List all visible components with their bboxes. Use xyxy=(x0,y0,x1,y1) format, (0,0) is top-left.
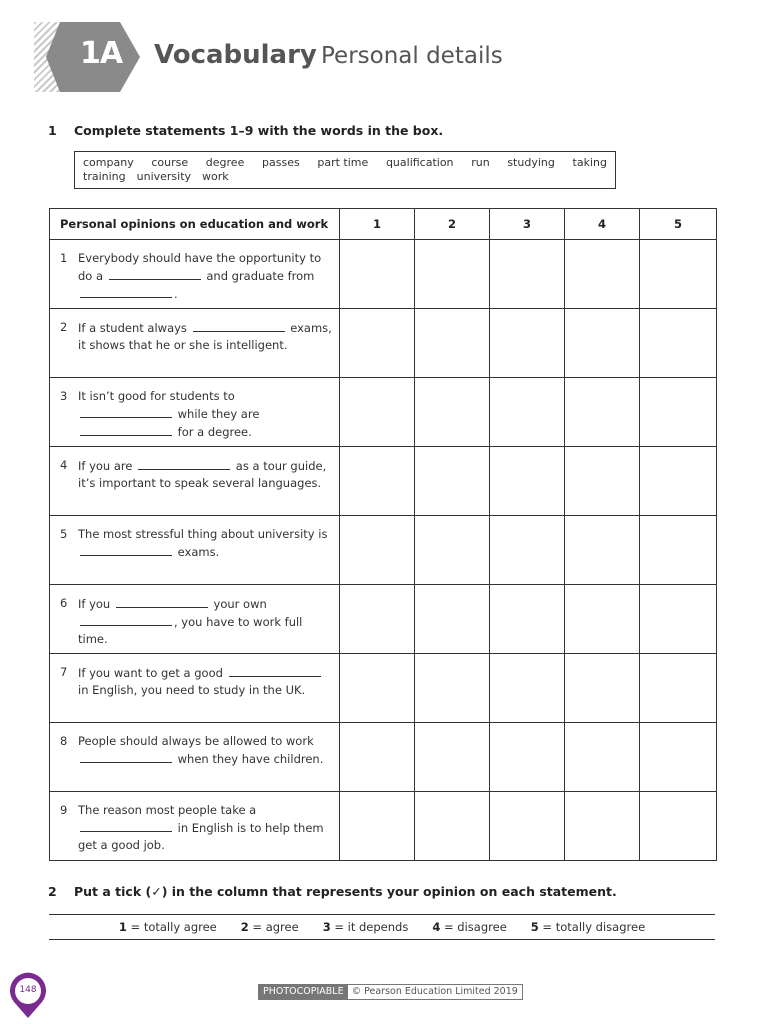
answer-blank[interactable] xyxy=(80,750,172,763)
opinion-tick-cell[interactable] xyxy=(640,309,717,378)
opinion-tick-cell[interactable] xyxy=(490,585,565,654)
statement-cell xyxy=(50,585,340,654)
answer-blank[interactable] xyxy=(80,613,172,626)
instruction-text: Complete statements 1–9 with the words in the box. xyxy=(74,123,444,138)
opinion-tick-cell[interactable] xyxy=(490,792,565,861)
opinion-tick-cell[interactable] xyxy=(565,654,640,723)
opinion-tick-cell[interactable] xyxy=(640,723,717,792)
word-box-row xyxy=(83,156,607,170)
legend-item xyxy=(119,920,217,934)
table-header-label: Personal opinions on education and work xyxy=(50,209,340,240)
opinions-table xyxy=(49,208,717,861)
opinion-tick-cell[interactable] xyxy=(640,378,717,447)
statement-number: 7 xyxy=(60,665,68,679)
section-title: Vocabulary xyxy=(154,40,317,70)
statement-cell xyxy=(50,240,340,309)
exercise-number: 1 xyxy=(48,123,57,138)
table-row xyxy=(50,240,717,309)
word-box-word: run xyxy=(471,156,490,169)
statement-fragment: People should always be allowed to work xyxy=(78,734,314,748)
statement-number: 9 xyxy=(60,803,68,817)
statement-text xyxy=(50,378,339,441)
statement-fragment: If you xyxy=(78,597,114,611)
answer-blank[interactable] xyxy=(80,819,172,832)
table-row xyxy=(50,309,717,378)
legend-item xyxy=(241,920,299,934)
statement-cell xyxy=(50,792,340,861)
column-header: 1 xyxy=(340,209,415,240)
unit-tab xyxy=(34,22,140,92)
opinion-tick-cell[interactable] xyxy=(415,792,490,861)
word-box-word: degree xyxy=(205,156,245,169)
opinion-tick-cell[interactable] xyxy=(415,378,490,447)
statement-text xyxy=(50,240,339,303)
word-box-word: university xyxy=(136,170,192,183)
statement-fragment: when they have children. xyxy=(174,752,324,766)
legend-text: = agree xyxy=(248,920,299,934)
unit-header xyxy=(34,22,734,92)
unit-code: 1A xyxy=(80,36,123,71)
section-subtitle: Personal details xyxy=(321,43,503,69)
statement-number: 8 xyxy=(60,734,68,748)
word-box-row xyxy=(83,170,607,184)
table-row xyxy=(50,447,717,516)
column-header: 2 xyxy=(415,209,490,240)
photocopiable-label: PHOTOCOPIABLE xyxy=(259,985,348,999)
page-number-badge-icon xyxy=(8,972,48,1020)
opinion-tick-cell[interactable] xyxy=(565,309,640,378)
table-row xyxy=(50,723,717,792)
legend-key: 3 xyxy=(322,920,331,934)
opinion-tick-cell[interactable] xyxy=(490,447,565,516)
opinion-tick-cell[interactable] xyxy=(415,447,490,516)
opinion-tick-cell[interactable] xyxy=(490,378,565,447)
statement-fragment: in English is to help them get a good job. xyxy=(78,821,324,852)
opinion-tick-cell[interactable] xyxy=(640,240,717,309)
answer-blank[interactable] xyxy=(80,285,172,298)
word-box-word: qualification xyxy=(385,156,454,169)
statement-text xyxy=(50,447,339,492)
opinion-tick-cell[interactable] xyxy=(490,654,565,723)
footer-credit xyxy=(258,984,523,1000)
opinion-tick-cell[interactable] xyxy=(490,309,565,378)
opinion-tick-cell[interactable] xyxy=(340,585,415,654)
opinion-tick-cell[interactable] xyxy=(340,654,415,723)
opinion-tick-cell[interactable] xyxy=(490,723,565,792)
statement-fragment: while they are xyxy=(174,407,260,421)
word-box xyxy=(74,151,616,189)
opinion-tick-cell[interactable] xyxy=(415,723,490,792)
opinion-tick-cell[interactable] xyxy=(340,516,415,585)
answer-blank[interactable] xyxy=(138,457,230,470)
word-box-word: studying xyxy=(507,156,555,169)
statement-fragment: for a degree. xyxy=(174,425,252,439)
column-header: 5 xyxy=(640,209,717,240)
opinion-tick-cell[interactable] xyxy=(565,240,640,309)
word-box-word: work xyxy=(202,170,229,183)
statement-fragment: and graduate from xyxy=(202,269,315,283)
statement-number: 4 xyxy=(60,458,68,472)
statement-number: 2 xyxy=(60,320,68,334)
legend-key: 2 xyxy=(240,920,249,934)
legend-text: = totally disagree xyxy=(538,920,646,934)
opinion-tick-cell[interactable] xyxy=(340,240,415,309)
table-row xyxy=(50,516,717,585)
statement-cell xyxy=(50,378,340,447)
opinion-tick-cell[interactable] xyxy=(640,516,717,585)
statement-number: 5 xyxy=(60,527,68,541)
legend-key: 5 xyxy=(530,920,539,934)
opinion-tick-cell[interactable] xyxy=(565,792,640,861)
opinion-tick-cell[interactable] xyxy=(565,516,640,585)
statement-fragment: If a student always xyxy=(78,321,191,335)
legend-item xyxy=(432,920,506,934)
answer-blank[interactable] xyxy=(80,423,172,436)
statement-text xyxy=(50,516,339,561)
statement-cell xyxy=(50,654,340,723)
statement-fragment: exams. xyxy=(174,545,220,559)
word-box-word: course xyxy=(151,156,189,169)
legend-text: = disagree xyxy=(440,920,507,934)
opinion-tick-cell[interactable] xyxy=(565,723,640,792)
exercise-number: 2 xyxy=(48,884,57,899)
column-header: 4 xyxy=(565,209,640,240)
opinion-tick-cell[interactable] xyxy=(415,585,490,654)
statement-fragment: exams, it shows that he or she is intelligent. xyxy=(78,321,332,352)
statement-fragment: The reason most people take a xyxy=(78,803,257,817)
opinion-tick-cell[interactable] xyxy=(340,309,415,378)
statement-number: 3 xyxy=(60,389,68,403)
answer-blank[interactable] xyxy=(80,405,172,418)
opinion-tick-cell[interactable] xyxy=(565,378,640,447)
table-row xyxy=(50,792,717,861)
statement-text xyxy=(50,585,339,648)
legend-key: 4 xyxy=(432,920,441,934)
statement-fragment: your own xyxy=(209,597,267,611)
statement-fragment: The most stressful thing about university is xyxy=(78,527,328,541)
statement-cell xyxy=(50,516,340,585)
opinion-tick-cell[interactable] xyxy=(415,654,490,723)
instruction-text: Put a tick (✓) in the column that represents your opinion on each statement. xyxy=(74,884,617,899)
word-box-word: company xyxy=(83,156,134,169)
opinion-tick-cell[interactable] xyxy=(640,654,717,723)
legend-text: = totally agree xyxy=(126,920,217,934)
statement-fragment: Everybody should have the opportunity to do a xyxy=(78,251,322,283)
opinion-tick-cell[interactable] xyxy=(640,792,717,861)
statement-fragment: as a tour guide, it’s important to speak several languages. xyxy=(78,459,327,490)
word-box-word: passes xyxy=(262,156,300,169)
statement-cell xyxy=(50,309,340,378)
table-row xyxy=(50,654,717,723)
answer-blank[interactable] xyxy=(109,267,201,280)
statement-cell xyxy=(50,723,340,792)
table-header-row xyxy=(50,209,717,240)
legend-key: 1 xyxy=(118,920,127,934)
answer-blank[interactable] xyxy=(229,664,321,677)
column-header: 3 xyxy=(490,209,565,240)
table-row xyxy=(50,585,717,654)
legend-text: = it depends xyxy=(330,920,409,934)
opinion-tick-cell[interactable] xyxy=(415,516,490,585)
statement-number: 6 xyxy=(60,596,68,610)
statement-fragment: . xyxy=(174,287,178,301)
opinion-tick-cell[interactable] xyxy=(415,309,490,378)
statement-text xyxy=(50,309,339,354)
opinion-tick-cell[interactable] xyxy=(340,447,415,516)
legend-item xyxy=(531,920,645,934)
opinion-tick-cell[interactable] xyxy=(415,240,490,309)
opinion-tick-cell[interactable] xyxy=(640,447,717,516)
statement-fragment: in English, you need to study in the UK. xyxy=(78,683,306,697)
statement-cell xyxy=(50,447,340,516)
statement-text xyxy=(50,723,339,768)
statement-text xyxy=(50,654,339,699)
table-row xyxy=(50,378,717,447)
page-number: 148 xyxy=(19,985,37,995)
opinion-tick-cell[interactable] xyxy=(640,585,717,654)
statement-fragment: It isn’t good for students to xyxy=(78,389,235,403)
opinion-tick-cell[interactable] xyxy=(565,447,640,516)
opinion-tick-cell[interactable] xyxy=(340,723,415,792)
opinion-tick-cell[interactable] xyxy=(490,240,565,309)
opinion-tick-cell[interactable] xyxy=(340,792,415,861)
statement-number: 1 xyxy=(60,251,68,265)
rating-legend xyxy=(49,914,715,940)
copyright-text: © Pearson Education Limited 2019 xyxy=(351,986,518,997)
answer-blank[interactable] xyxy=(80,543,172,556)
answer-blank[interactable] xyxy=(116,595,208,608)
legend-item xyxy=(323,920,409,934)
word-box-word: taking xyxy=(572,156,607,169)
word-box-word: training xyxy=(83,170,126,183)
opinion-tick-cell[interactable] xyxy=(490,516,565,585)
statement-fragment: If you are xyxy=(78,459,137,473)
statement-fragment: , you have to work full time. xyxy=(78,615,303,646)
opinion-tick-cell[interactable] xyxy=(340,378,415,447)
answer-blank[interactable] xyxy=(193,319,285,332)
opinion-tick-cell[interactable] xyxy=(565,585,640,654)
statement-fragment: If you want to get a good xyxy=(78,666,227,680)
word-box-word: part time xyxy=(317,156,369,169)
statement-text xyxy=(50,792,339,854)
